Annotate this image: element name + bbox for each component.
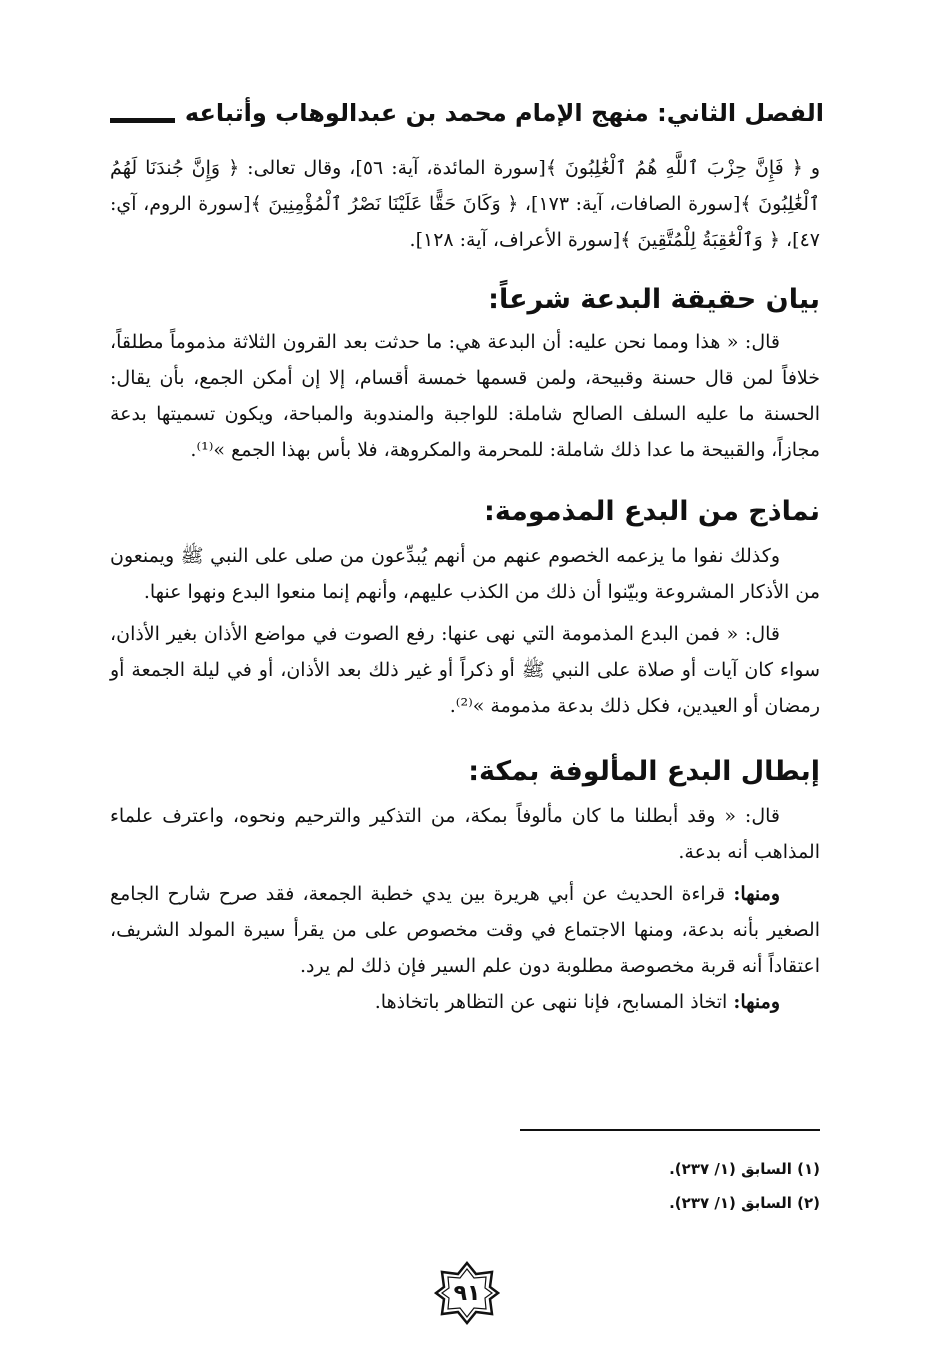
list-item — [110, 984, 820, 1020]
page-number: ٩١ — [453, 1280, 481, 1306]
running-header — [110, 84, 824, 128]
intro-paragraph: و ﴿ فَإِنَّ حِزْبَ ٱللَّهِ هُمُ ٱلْغَٰلِبُونَ ﴾[سورة المائدة، آية: ٥٦]، وقال تعالى: ﴿ وَإِنَّ جُندَنَا لَهُمُ ٱلْغَٰلِبُونَ ﴾[سورة الصافات، آية: ١٧٣]، ﴿ وَكَانَ حَقًّا عَلَيْنَا نَصْرُ ٱلْمُؤْمِنِينَ ﴾[سورة الروم، آي: ٤٧]، ﴿ وَٱلْعَٰقِبَةُ لِلْمُتَّقِينَ ﴾[سورة الأعراف، آية: ١٢٨]. — [110, 157, 821, 251]
section-heading-abolished-innovations-makkah: إبطال البدع المألوفة بمكة: — [468, 756, 820, 787]
footnote: (٢) السابق (١/ ٢٣٧). — [669, 1194, 820, 1212]
item-lead: ومنها: — [733, 991, 780, 1013]
section-heading-blameworthy-innovations: نماذج من البدع المذمومة: — [484, 496, 820, 527]
footnotes — [110, 1152, 820, 1220]
section-heading-bidah-definition: بيان حقيقة البدعة شرعاً: — [488, 284, 820, 315]
paragraph: قال: « فمن البدع المذمومة التي نهى عنها: رفع الصوت في مواضع الأذان بغير الأذان، سواء كان آيات أو صلاة على النبي ﷺ أو ذكراً أو غير ذلك بعد الأذان، أو في ليلة الجمعة أو رمضان أو العيدين، فكل ذلك بدعة مذمومة »⁽²⁾. — [110, 623, 820, 717]
page-number-ornament — [434, 1260, 500, 1326]
footnote-divider — [520, 1129, 820, 1131]
list-item — [110, 876, 820, 984]
item-lead: ومنها: — [733, 883, 780, 905]
page-body — [110, 150, 820, 1020]
item-text: اتخاذ المسابح، فإنا ننهى عن التظاهر باتخاذها. — [374, 991, 734, 1013]
paragraph: قال: « وقد أبطلنا ما كان مألوفاً بمكة، من التذكير والترحيم ونحوه، واعترف علماء المذاهب أنه بدعة. — [110, 805, 820, 863]
item-text: قراءة الحديث عن أبي هريرة بين يدي خطبة الجمعة، فقد صرح شارح الجامع الصغير بأنه بدعة، ومنها الاجتماع في وقت مخصوص على من يقرأ سيرة المولد الشريف، اعتقاداً أنه قربة مخصوصة مطلوبة دون علم السير فإن ذلك لم يرد. — [110, 883, 820, 977]
paragraph: وكذلك نفوا ما يزعمه الخصوم عنهم من أنهم يُبدِّعون من صلى على النبي ﷺ ويمنعون من الأذكار المشروعة وبيّنوا أن ذلك من الكذب عليهم، وأنهم إنما منعوا البدع ونهوا عنها. — [110, 545, 820, 603]
footnote: (١) السابق (١/ ٢٣٧). — [669, 1160, 820, 1178]
header-rule — [110, 118, 175, 123]
running-title: الفصل الثاني: منهج الإمام محمد بن عبدالوهاب وأتباعه — [184, 99, 824, 127]
paragraph: قال: « هذا ومما نحن عليه: أن البدعة هي: ما حدثت بعد القرون الثلاثة مذموماً مطلقاً، خلافاً لمن قال حسنة وقبيحة، ولمن قسمها خمسة أقسام، إلا إن أمكن الجمع، بأن يقال: الحسنة ما عليه السلف الصالح شاملة: للواجبة والمندوبة والمباحة، ويكون تسميتها بدعة مجازاً، والقبيحة ما عدا ذلك شاملة: للمحرمة والمكروهة، فلا بأس بهذا الجمع »⁽¹⁾. — [110, 331, 820, 461]
